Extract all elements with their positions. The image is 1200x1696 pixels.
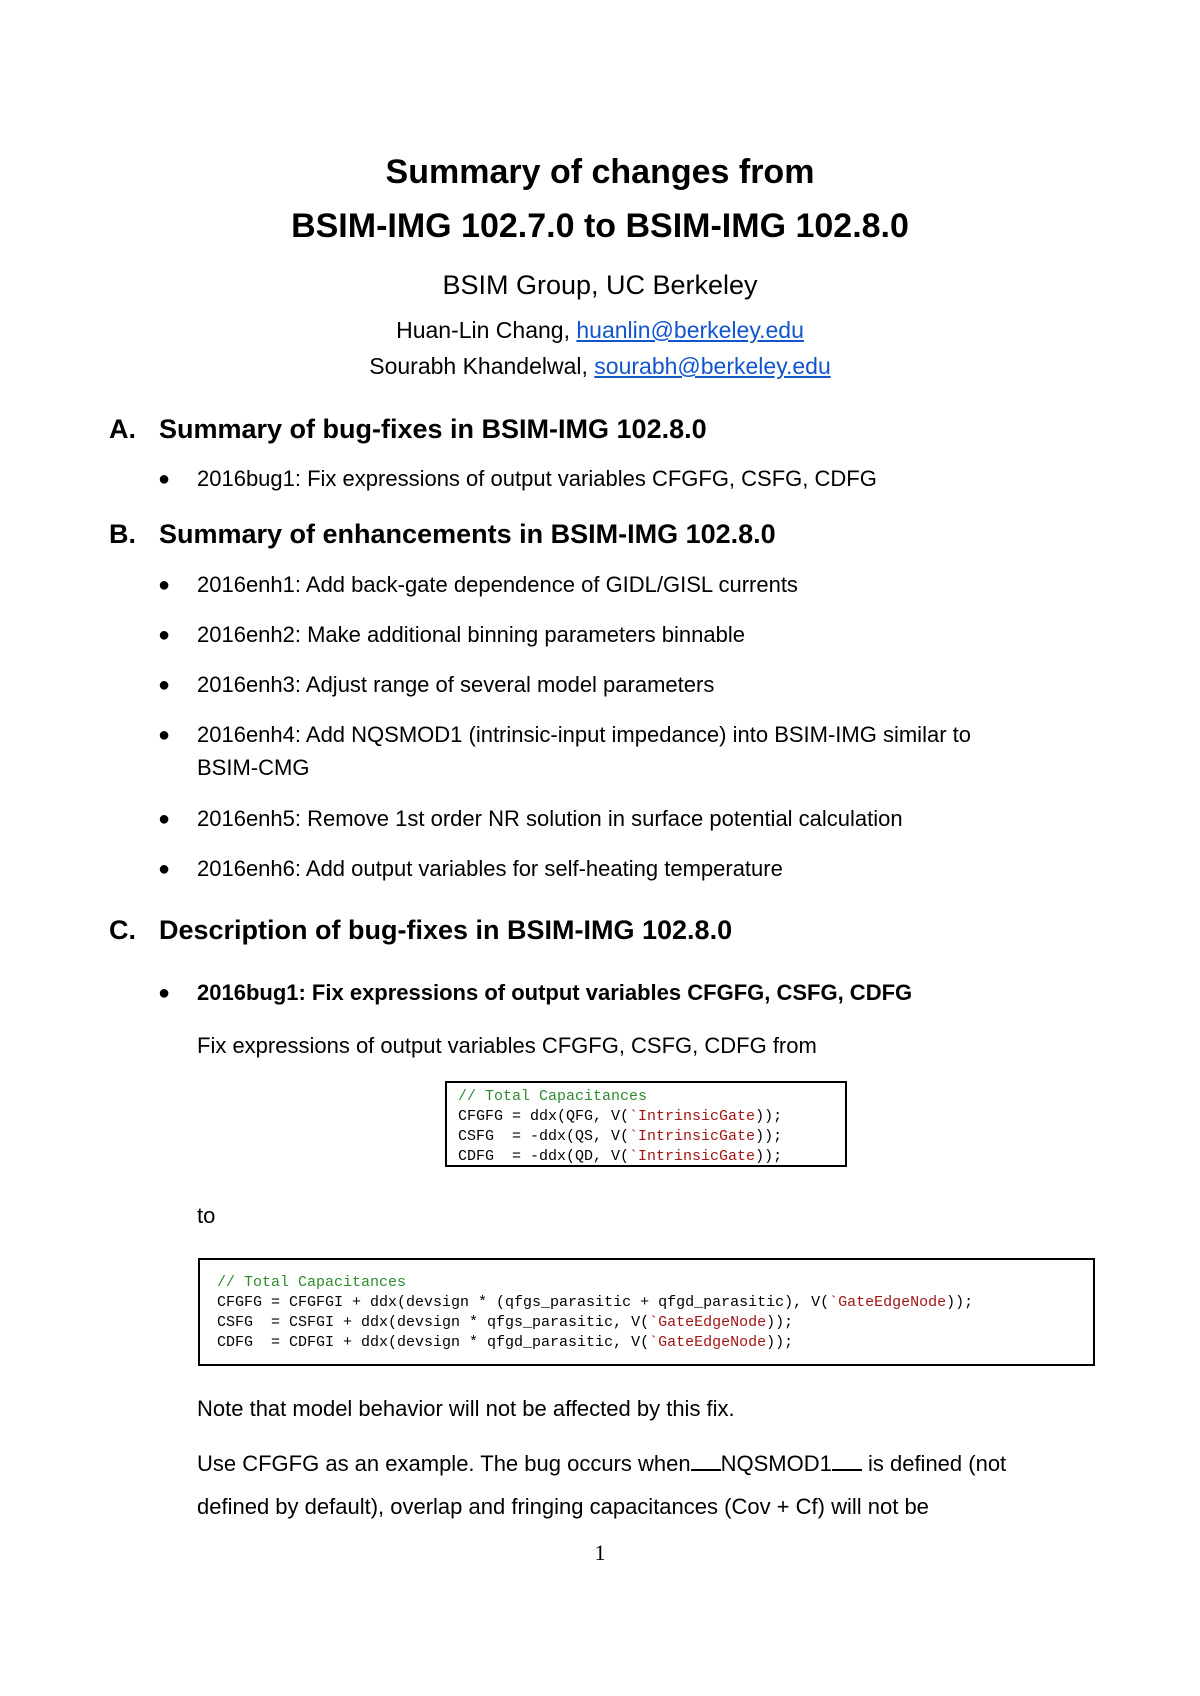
section-b-item-4-continued: BSIM-CMG	[197, 755, 310, 780]
section-c-title: Description of bug-fixes in BSIM-IMG 102.8.0	[159, 915, 733, 945]
section-c-letter: C.	[109, 915, 136, 945]
bullet-icon: ●	[158, 982, 171, 1004]
underscore-blank	[832, 1449, 862, 1471]
section-b-item-3: 2016enh3: Adjust range of several model parameters	[197, 672, 715, 697]
section-b-title: Summary of enhancements in BSIM-IMG 102.8.0	[159, 519, 776, 549]
title-line-2: BSIM-IMG 102.7.0 to BSIM-IMG 102.8.0	[291, 207, 909, 245]
title-line-1: Summary of changes from	[385, 153, 815, 191]
section-a-item-1: 2016bug1: Fix expressions of output variables CFGFG, CSFG, CDFG	[197, 466, 877, 491]
section-a-title: Summary of bug-fixes in BSIM-IMG 102.8.0	[159, 414, 707, 444]
page-number: 1	[594, 1540, 606, 1565]
bullet-icon: ●	[158, 468, 171, 490]
author-2	[0, 353, 1200, 380]
code-line: CDFG = CDFGI + ddx(devsign * qfgd_parasitic, V(`GateEdgeNode));	[217, 1334, 794, 1351]
section-a-letter: A.	[109, 414, 136, 444]
bullet-icon: ●	[158, 808, 171, 830]
section-b-heading	[109, 518, 776, 550]
explanation-paragraph: Use CFGFG as an example. The bug occurs when NQSMOD1 is defined (not defined by default), overlap and fringing capacitances (Cov + Cf) will not be	[197, 1451, 1007, 1519]
section-a-heading	[109, 413, 707, 445]
code-block-after	[198, 1258, 1095, 1366]
code-line: CFGFG = ddx(QFG, V(`IntrinsicGate));	[458, 1108, 783, 1125]
author-1-name: Huan-Lin Chang,	[396, 317, 577, 343]
note-text: Note that model behavior will not be affected by this fix.	[197, 1396, 735, 1421]
section-b-item-4: 2016enh4: Add NQSMOD1 (intrinsic-input impedance) into BSIM-IMG similar to	[197, 722, 971, 747]
author-2-name: Sourabh Khandelwal,	[369, 353, 595, 379]
underscore-blank	[691, 1449, 721, 1471]
organization: BSIM Group, UC Berkeley	[442, 270, 758, 300]
code-line: CSFG = CSFGI + ddx(devsign * qfgs_parasitic, V(`GateEdgeNode));	[217, 1314, 794, 1331]
bullet-icon: ●	[158, 724, 171, 746]
code-line: CDFG = -ddx(QD, V(`IntrinsicGate));	[458, 1148, 783, 1165]
section-b-item-5: 2016enh5: Remove 1st order NR solution in surface potential calculation	[197, 806, 903, 831]
fix-intro-text: Fix expressions of output variables CFGFG, CSFG, CDFG from	[197, 1033, 817, 1058]
section-b-item-2: 2016enh2: Make additional binning parameters binnable	[197, 622, 745, 647]
to-text: to	[197, 1203, 216, 1228]
author-2-email-link[interactable]: sourabh@berkeley.edu	[594, 353, 831, 379]
code-line: CFGFG = CFGFGI + ddx(devsign * (qfgs_parasitic + qfgd_parasitic), V(`GateEdgeNode));	[217, 1294, 974, 1311]
section-b-item-6: 2016enh6: Add output variables for self-heating temperature	[197, 856, 783, 881]
author-1	[0, 317, 1200, 344]
code-comment: // Total Capacitances	[217, 1274, 407, 1291]
author-1-email-link[interactable]: huanlin@berkeley.edu	[576, 317, 804, 343]
section-c-item-title: 2016bug1: Fix expressions of output variables CFGFG, CSFG, CDFG	[197, 980, 913, 1005]
section-b-item-1: 2016enh1: Add back-gate dependence of GIDL/GISL currents	[197, 572, 798, 597]
code-block-before	[445, 1081, 847, 1167]
section-b-letter: B.	[109, 519, 136, 549]
code-line: CSFG = -ddx(QS, V(`IntrinsicGate));	[458, 1128, 783, 1145]
bullet-icon: ●	[158, 674, 171, 696]
section-c-heading	[109, 914, 732, 946]
bullet-icon: ●	[158, 574, 171, 596]
bullet-icon: ●	[158, 858, 171, 880]
code-comment: // Total Capacitances	[458, 1088, 648, 1105]
bullet-icon: ●	[158, 624, 171, 646]
